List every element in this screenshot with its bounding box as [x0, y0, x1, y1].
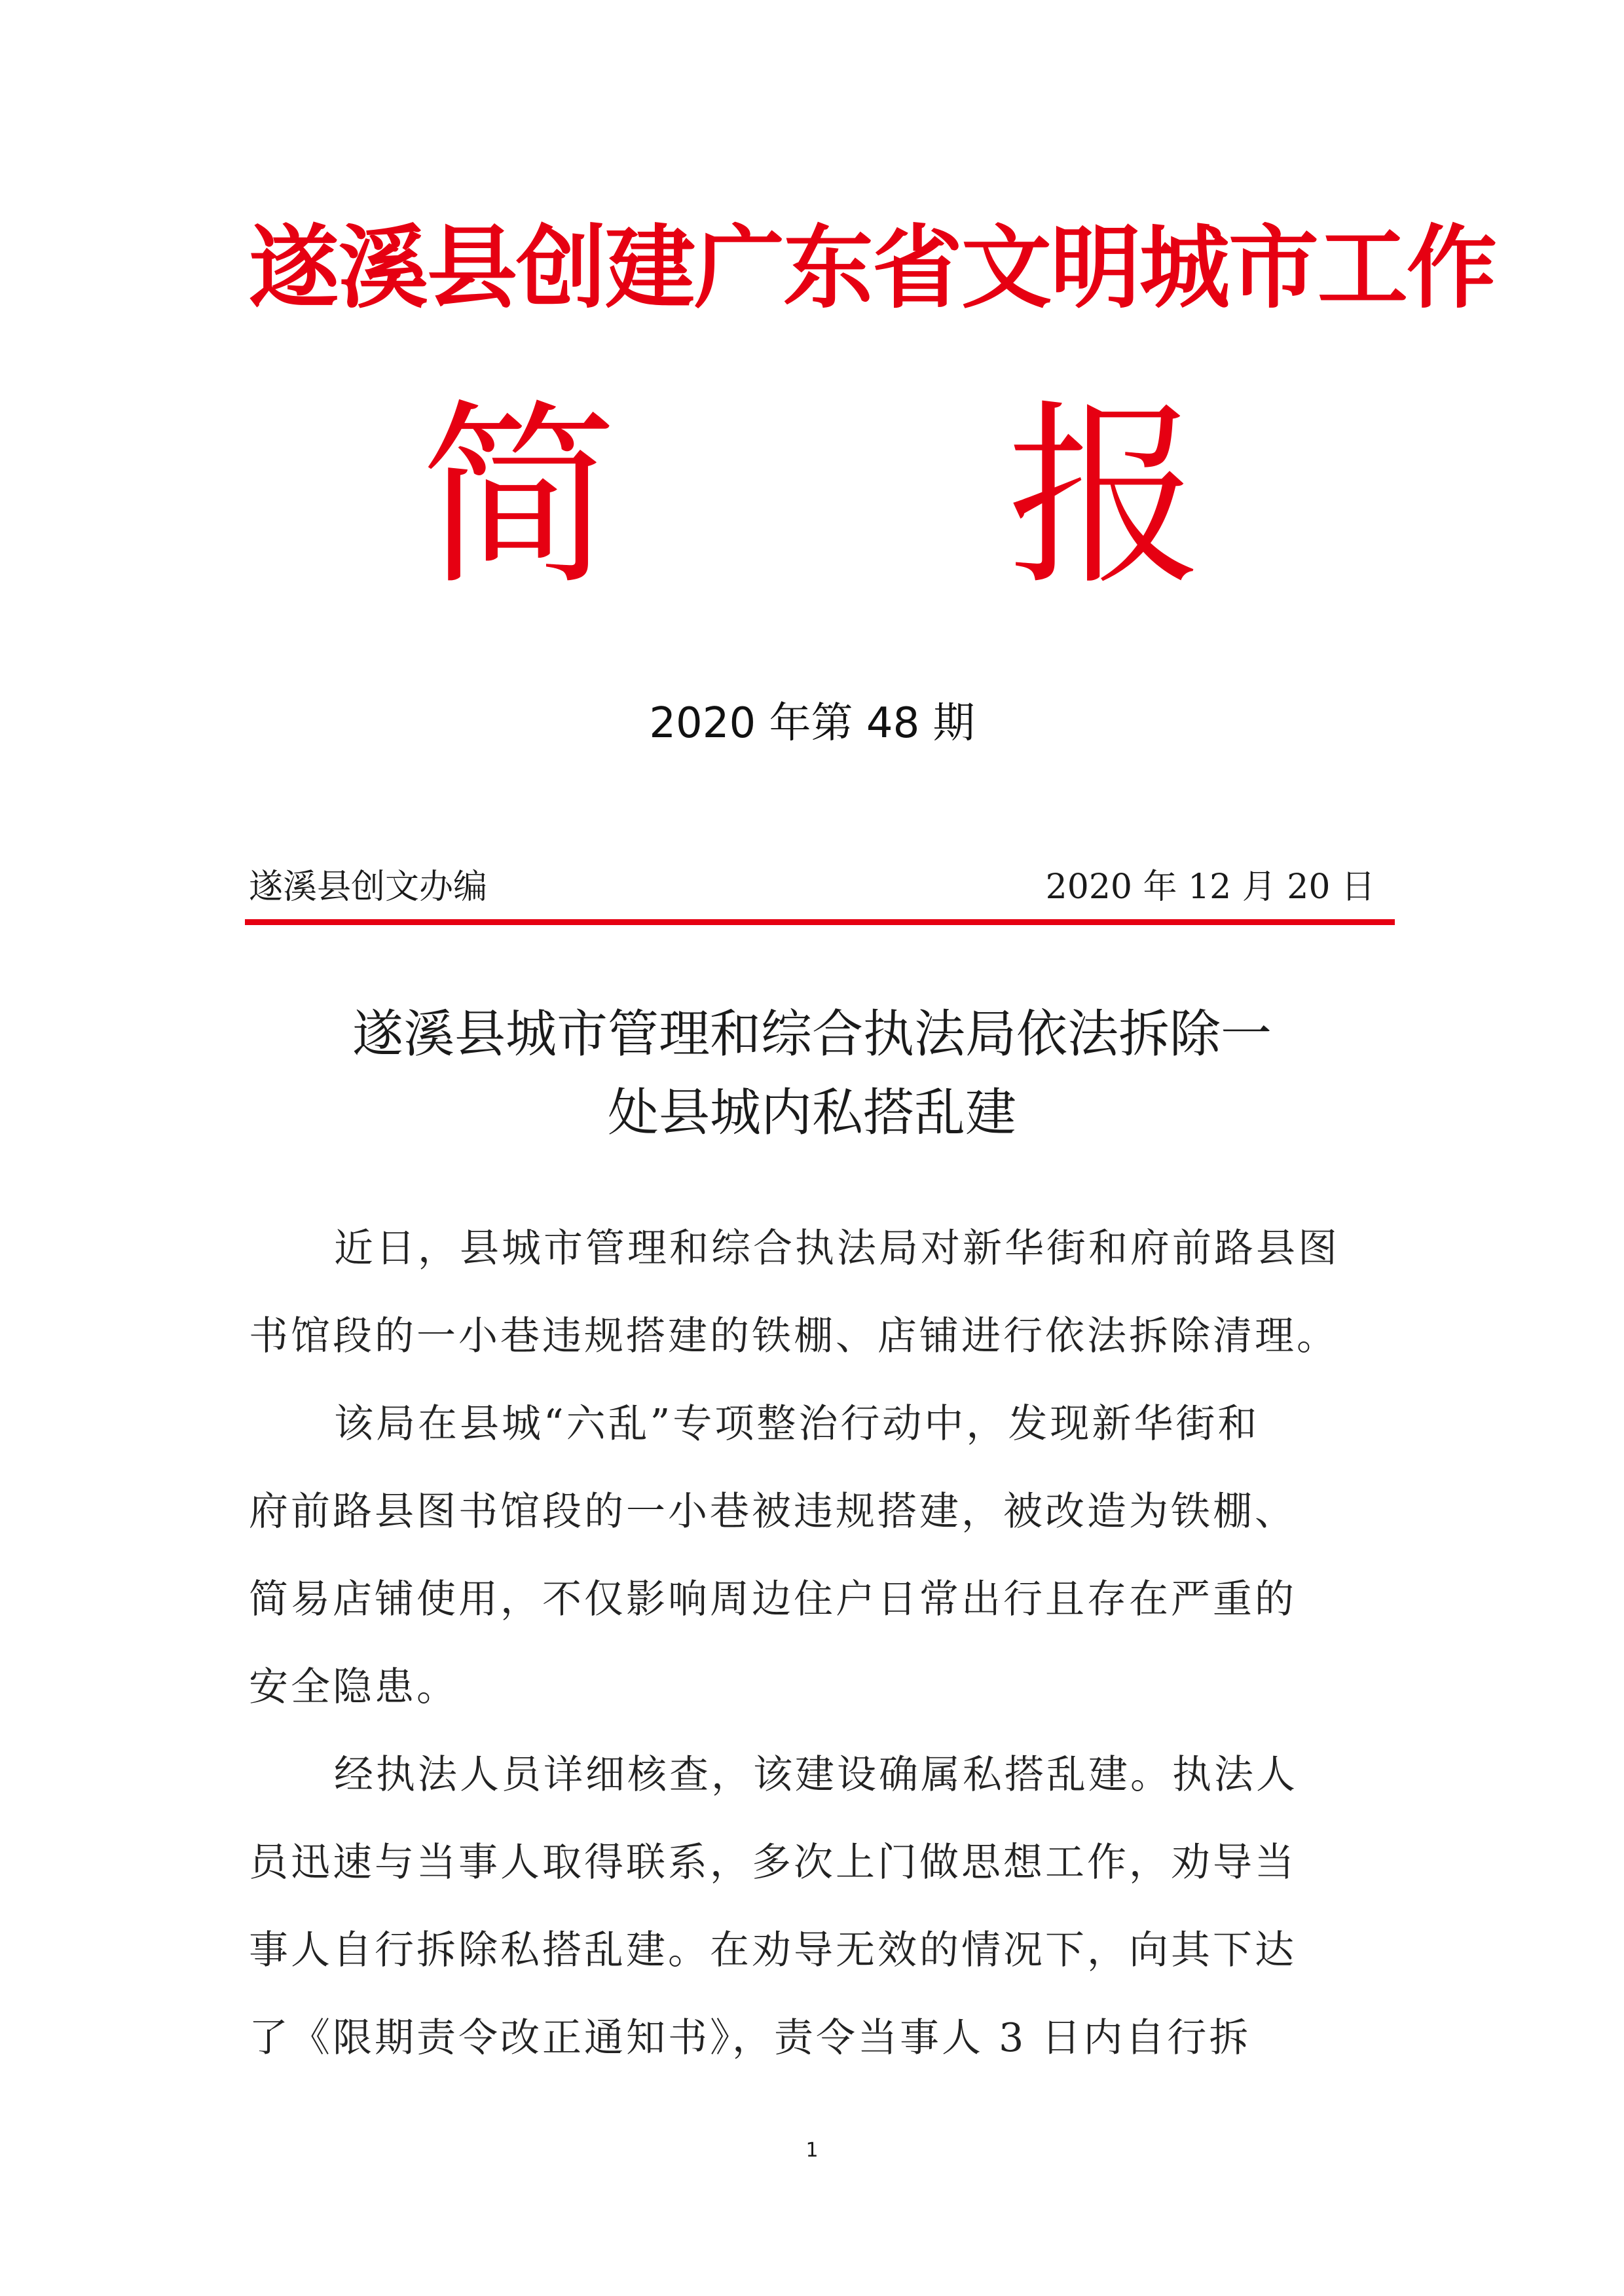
article-headline — [249, 995, 1375, 1152]
headline-line-2: 处县城内私搭乱建 — [607, 1084, 1016, 1142]
article-body — [249, 1205, 1375, 2082]
page-number: 1 — [805, 2139, 819, 2162]
meta-row — [249, 861, 1375, 913]
body-line: 府前路县图书馆段的一小巷被违规搭建，被改造为铁棚、 — [249, 1489, 1297, 1535]
body-line: 事人自行拆除私搭乱建。在劝导无效的情况下，向其下达 — [249, 1927, 1297, 1973]
issue-number: 2020 年第 48 期 — [649, 699, 975, 748]
masthead-big-title: 简 报 — [420, 383, 1367, 611]
body-line: 书馆段的一小巷违规搭建的铁棚、店铺进行依法拆除清理。 — [249, 1313, 1338, 1359]
body-line: 经执法人员详细核查，该建设确属私搭乱建。执法人 — [334, 1752, 1298, 1798]
body-line: 员迅速与当事人取得联系，多次上门做思想工作，劝导当 — [249, 1840, 1297, 1886]
headline-line-1: 遂溪县城市管理和综合执法局依法拆除一 — [352, 1005, 1272, 1064]
body-line: 了《限期责令改正通知书》，责令当事人 3 日内自行拆 — [249, 2015, 1251, 2061]
body-line: 简易店铺使用，不仅影响周边住户日常出行且存在严重的 — [249, 1576, 1297, 1622]
issue-date: 2020 年 12 月 20 日 — [1045, 867, 1375, 907]
body-line: 安全隐患。 — [249, 1664, 458, 1710]
body-line: 该局在县城“六乱”专项整治行动中，发现新华街和 — [334, 1401, 1260, 1447]
masthead-title: 遂溪县创建广东省文明城市工作 — [249, 215, 1496, 321]
red-divider-rule — [245, 919, 1395, 925]
body-line: 近日，县城市管理和综合执法局对新华街和府前路县图 — [334, 1226, 1340, 1271]
editor-label: 遂溪县创文办编 — [249, 867, 488, 907]
